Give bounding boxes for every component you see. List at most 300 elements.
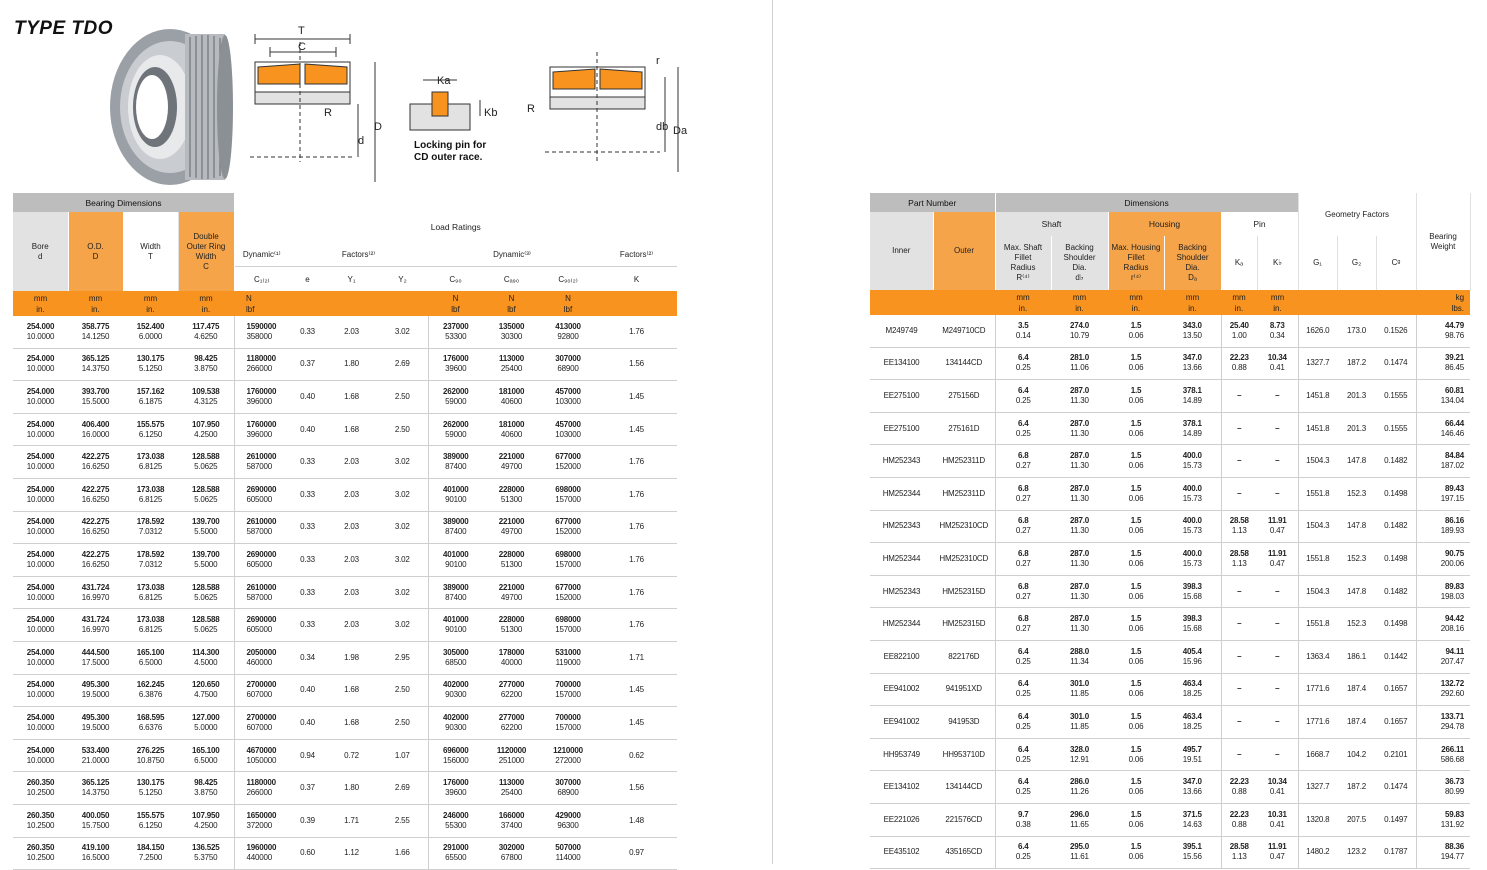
table-row xyxy=(870,771,1470,804)
cell-rr: 1.5 0.06 xyxy=(1108,510,1164,543)
cell-g2: 173.0 xyxy=(1337,315,1376,347)
cell-bore: 254.000 10.0000 xyxy=(13,446,68,479)
col-kb: K♭ xyxy=(1257,236,1298,290)
cell-outer: HM252311D xyxy=(933,445,995,478)
cell-ka: – xyxy=(1221,412,1257,445)
cell-k: 1.76 xyxy=(596,478,677,511)
cell-rr: 1.5 0.06 xyxy=(1108,380,1164,413)
cell-ca90: 277000 62200 xyxy=(483,674,540,707)
cell-e: 0.33 xyxy=(289,544,326,577)
part-number-table xyxy=(870,193,1471,869)
cell-c: 117.475 4.6250 xyxy=(178,316,234,348)
cell-od: 422.275 16.6250 xyxy=(68,478,123,511)
sub-factors-1: Factors⁽²⁾ xyxy=(289,242,428,267)
cell-c1: 2700000 607000 xyxy=(234,707,289,740)
cell-outer: 941951XD xyxy=(933,673,995,706)
cell-db: 301.0 11.85 xyxy=(1051,706,1108,739)
cell-cg: 0.1555 xyxy=(1376,412,1416,445)
cell-c902: 698000 157000 xyxy=(540,478,596,511)
cell-y1: 2.03 xyxy=(326,446,377,479)
cell-kb: 10.34 0.41 xyxy=(1257,771,1298,804)
cell-cg: 0.1482 xyxy=(1376,575,1416,608)
label-d-bore: d xyxy=(358,135,365,147)
col-bore: Bore d xyxy=(13,212,68,291)
col-backing-shoulder-housing: Backing Shoulder Dia. Dₐ xyxy=(1164,236,1221,290)
table-row xyxy=(13,609,677,642)
unit-c902: N lbf xyxy=(540,291,596,316)
sym-k: K xyxy=(633,274,640,284)
cell-cg: 0.1787 xyxy=(1376,836,1416,869)
cell-rr: 1.5 0.06 xyxy=(1108,673,1164,706)
group-part-number: Part Number xyxy=(870,193,995,212)
cell-kb: – xyxy=(1257,738,1298,771)
sub-dynamic-1: Dynamic⁽¹⁾ xyxy=(234,242,289,267)
cell-c902: 698000 157000 xyxy=(540,544,596,577)
cell-cg: 0.1657 xyxy=(1376,706,1416,739)
cell-outer: 134144CD xyxy=(933,347,995,380)
cell-bore: 254.000 10.0000 xyxy=(13,609,68,642)
cell-ca90: 178000 40000 xyxy=(483,641,540,674)
group-bearing-dimensions: Bearing Dimensions xyxy=(13,193,234,212)
cell-db: 287.0 11.30 xyxy=(1051,575,1108,608)
cell-g1: 1327.7 xyxy=(1298,771,1337,804)
cell-w: 168.595 6.6376 xyxy=(123,707,178,740)
cell-bore: 254.000 10.0000 xyxy=(13,348,68,381)
label-d-outer: D xyxy=(374,121,382,133)
cell-c: 107.950 4.2500 xyxy=(178,804,234,837)
cell-r: 6.4 0.25 xyxy=(995,836,1051,869)
cell-g1: 1504.3 xyxy=(1298,575,1337,608)
cell-od: 365.125 14.3750 xyxy=(68,772,123,805)
cell-g2: 207.5 xyxy=(1337,803,1376,836)
cell-y1: 2.03 xyxy=(326,576,377,609)
cell-da: 378.1 14.89 xyxy=(1164,412,1221,445)
cell-rr: 1.5 0.06 xyxy=(1108,477,1164,510)
unit-ca90: N lbf xyxy=(483,291,540,316)
unit-c1: N lbf xyxy=(234,291,289,316)
cell-ca90: 135000 30300 xyxy=(483,316,540,348)
cell-y1: 1.68 xyxy=(326,674,377,707)
cell-od: 419.100 16.5000 xyxy=(68,837,123,870)
cell-da: 463.4 18.25 xyxy=(1164,673,1221,706)
cell-kb: – xyxy=(1257,380,1298,413)
cell-r: 6.4 0.25 xyxy=(995,738,1051,771)
label-t: T xyxy=(298,25,305,37)
cell-kb: – xyxy=(1257,412,1298,445)
cell-bore: 254.000 10.0000 xyxy=(13,413,68,446)
cell-c90: 262000 59000 xyxy=(428,381,483,414)
cell-e: 0.37 xyxy=(289,772,326,805)
load-ratings-table xyxy=(13,193,677,870)
group-geometry: Geometry Factors xyxy=(1298,193,1416,236)
cell-rr: 1.5 0.06 xyxy=(1108,347,1164,380)
caption-line-1: Locking pin for xyxy=(414,140,487,151)
cell-kb: – xyxy=(1257,608,1298,641)
cell-c90: 176000 39600 xyxy=(428,348,483,381)
cell-y2: 2.50 xyxy=(377,707,428,740)
cell-w: 155.575 6.1250 xyxy=(123,413,178,446)
cell-w: 155.575 6.1250 xyxy=(123,804,178,837)
cell-e: 0.40 xyxy=(289,413,326,446)
cell-c: 128.588 5.0625 xyxy=(178,478,234,511)
cell-g2: 201.3 xyxy=(1337,412,1376,445)
cell-rr: 1.5 0.06 xyxy=(1108,706,1164,739)
cell-c: 98.425 3.8750 xyxy=(178,772,234,805)
cell-od: 406.400 16.0000 xyxy=(68,413,123,446)
col-g2: G₂ xyxy=(1337,236,1376,290)
cell-r: 6.4 0.25 xyxy=(995,673,1051,706)
cell-bore: 254.000 10.0000 xyxy=(13,478,68,511)
cell-wt: 266.11 586.68 xyxy=(1416,738,1470,771)
cell-c1: 2700000 607000 xyxy=(234,674,289,707)
sym-y2: Y₂ xyxy=(398,274,407,284)
label-db: db xyxy=(656,121,669,133)
cell-kb: 11.91 0.47 xyxy=(1257,836,1298,869)
cell-r: 6.4 0.25 xyxy=(995,380,1051,413)
cell-c1: 2610000 587000 xyxy=(234,576,289,609)
cell-c90: 305000 68500 xyxy=(428,641,483,674)
cell-c90: 246000 55300 xyxy=(428,804,483,837)
cell-da: 347.0 13.66 xyxy=(1164,347,1221,380)
cell-c902: 1210000 272000 xyxy=(540,739,596,772)
cell-k: 1.76 xyxy=(596,609,677,642)
cell-kb: 10.31 0.41 xyxy=(1257,803,1298,836)
unit-c90: N lbf xyxy=(428,291,483,316)
cell-g2: 187.4 xyxy=(1337,706,1376,739)
cell-wt: 133.71 294.78 xyxy=(1416,706,1470,739)
units-row-right xyxy=(870,290,1470,315)
cell-wt: 89.83 198.03 xyxy=(1416,575,1470,608)
cell-c1: 2690000 605000 xyxy=(234,478,289,511)
cell-k: 1.76 xyxy=(596,544,677,577)
cell-ca90: 221000 49700 xyxy=(483,576,540,609)
table-row xyxy=(13,576,677,609)
cell-c902: 698000 157000 xyxy=(540,609,596,642)
cell-db: 274.0 10.79 xyxy=(1051,315,1108,347)
col-max-shaft-fillet: Max. Shaft Fillet Radius R⁽⁴⁾ xyxy=(995,236,1051,290)
cell-cg: 0.1497 xyxy=(1376,803,1416,836)
cell-inner: EE134100 xyxy=(870,347,933,380)
cell-g1: 1551.8 xyxy=(1298,543,1337,576)
cell-c902: 457000 103000 xyxy=(540,381,596,414)
cell-wt: 39.21 86.45 xyxy=(1416,347,1470,380)
cell-c902: 700000 157000 xyxy=(540,674,596,707)
cell-wt: 94.11 207.47 xyxy=(1416,640,1470,673)
cell-ka: – xyxy=(1221,673,1257,706)
table-row xyxy=(870,347,1470,380)
cell-bore: 254.000 10.0000 xyxy=(13,316,68,348)
sub-housing: Housing xyxy=(1108,212,1221,236)
cell-r: 6.4 0.25 xyxy=(995,640,1051,673)
cell-c902: 413000 92800 xyxy=(540,316,596,348)
cell-c90: 237000 53300 xyxy=(428,316,483,348)
cell-c1: 2690000 605000 xyxy=(234,544,289,577)
cell-g2: 152.3 xyxy=(1337,477,1376,510)
cell-c: 128.588 5.0625 xyxy=(178,576,234,609)
cell-inner: EE941002 xyxy=(870,706,933,739)
cell-ka: – xyxy=(1221,706,1257,739)
cell-k: 1.76 xyxy=(596,576,677,609)
label-r: R xyxy=(324,107,332,119)
cell-outer: HH953710D xyxy=(933,738,995,771)
cell-c90: 401000 90100 xyxy=(428,544,483,577)
cell-kb: 10.34 0.41 xyxy=(1257,347,1298,380)
cell-y2: 3.02 xyxy=(377,511,428,544)
unit-od: mm in. xyxy=(68,291,123,316)
cell-g2: 187.2 xyxy=(1337,771,1376,804)
table-row xyxy=(870,477,1470,510)
cell-k: 1.45 xyxy=(596,674,677,707)
cell-c902: 677000 152000 xyxy=(540,576,596,609)
cell-y2: 3.02 xyxy=(377,576,428,609)
group-dimensions: Dimensions xyxy=(995,193,1298,212)
cell-w: 173.038 6.8125 xyxy=(123,609,178,642)
cell-wt: 132.72 292.60 xyxy=(1416,673,1470,706)
table-row xyxy=(13,739,677,772)
cell-ca90: 181000 40600 xyxy=(483,413,540,446)
cell-w: 178.592 7.0312 xyxy=(123,511,178,544)
cell-da: 400.0 15.73 xyxy=(1164,445,1221,478)
page-title: TYPE TDO xyxy=(14,18,114,39)
cell-c: 114.300 4.5000 xyxy=(178,641,234,674)
cell-k: 1.76 xyxy=(596,511,677,544)
cell-da: 400.0 15.73 xyxy=(1164,477,1221,510)
cell-c: 127.000 5.0000 xyxy=(178,707,234,740)
right-page xyxy=(773,0,1487,864)
group-load-ratings: Load Ratings xyxy=(234,212,677,242)
cell-e: 0.39 xyxy=(289,804,326,837)
cell-inner: EE822100 xyxy=(870,640,933,673)
table-row xyxy=(870,315,1470,347)
col-inner: Inner xyxy=(870,212,933,290)
cell-k: 1.56 xyxy=(596,348,677,381)
cell-od: 422.275 16.6250 xyxy=(68,544,123,577)
cell-r: 6.8 0.27 xyxy=(995,477,1051,510)
table-row xyxy=(13,511,677,544)
cell-da: 400.0 15.73 xyxy=(1164,543,1221,576)
cell-rr: 1.5 0.06 xyxy=(1108,640,1164,673)
label-c: C xyxy=(298,41,306,53)
cell-wt: 44.79 98.76 xyxy=(1416,315,1470,347)
cell-ca90: 166000 37400 xyxy=(483,804,540,837)
cell-bore: 254.000 10.0000 xyxy=(13,739,68,772)
cell-c: 109.538 4.3125 xyxy=(178,381,234,414)
cell-c902: 429000 96300 xyxy=(540,804,596,837)
cell-w: 130.175 5.1250 xyxy=(123,772,178,805)
sym-ca90: Cₐ₉₀ xyxy=(503,274,520,284)
cell-e: 0.33 xyxy=(289,609,326,642)
cell-outer: 221576CD xyxy=(933,803,995,836)
cell-ca90: 181000 40600 xyxy=(483,381,540,414)
cell-r: 6.4 0.25 xyxy=(995,347,1051,380)
cell-g2: 147.8 xyxy=(1337,510,1376,543)
cell-ca90: 228000 51300 xyxy=(483,609,540,642)
cell-bore: 260.350 10.2500 xyxy=(13,772,68,805)
cell-inner: HM252344 xyxy=(870,477,933,510)
cell-y1: 1.80 xyxy=(326,772,377,805)
cell-g2: 123.2 xyxy=(1337,836,1376,869)
cell-c90: 401000 90100 xyxy=(428,609,483,642)
cell-db: 287.0 11.30 xyxy=(1051,477,1108,510)
cell-c902: 507000 114000 xyxy=(540,837,596,870)
cell-c: 98.425 3.8750 xyxy=(178,348,234,381)
cell-da: 378.1 14.89 xyxy=(1164,380,1221,413)
cell-od: 495.300 19.5000 xyxy=(68,674,123,707)
cell-y1: 1.98 xyxy=(326,641,377,674)
cell-da: 400.0 15.73 xyxy=(1164,510,1221,543)
section-diagram-3 xyxy=(545,52,678,172)
table-row xyxy=(13,544,677,577)
cell-ka: – xyxy=(1221,575,1257,608)
sub-shaft: Shaft xyxy=(995,212,1108,236)
cell-y1: 1.68 xyxy=(326,707,377,740)
cell-inner: EE275100 xyxy=(870,412,933,445)
cell-da: 347.0 13.66 xyxy=(1164,771,1221,804)
cell-y1: 2.03 xyxy=(326,609,377,642)
cell-c90: 389000 87400 xyxy=(428,576,483,609)
cell-bore: 254.000 10.0000 xyxy=(13,544,68,577)
cell-w: 152.400 6.0000 xyxy=(123,316,178,348)
cell-outer: 275161D xyxy=(933,412,995,445)
cell-kb: 11.91 0.47 xyxy=(1257,510,1298,543)
cell-ca90: 228000 51300 xyxy=(483,544,540,577)
unit-da: mm in. xyxy=(1164,290,1221,315)
unit-weight: kg lbs. xyxy=(1416,290,1470,315)
cell-bore: 254.000 10.0000 xyxy=(13,511,68,544)
cell-k: 1.56 xyxy=(596,772,677,805)
cell-da: 495.7 19.51 xyxy=(1164,738,1221,771)
cell-r: 6.8 0.27 xyxy=(995,543,1051,576)
cell-outer: HM252310CD xyxy=(933,510,995,543)
cell-g1: 1504.3 xyxy=(1298,510,1337,543)
cell-c90: 291000 65500 xyxy=(428,837,483,870)
col-backing-shoulder-shaft: Backing Shoulder Dia. d♭ xyxy=(1051,236,1108,290)
cell-db: 287.0 11.30 xyxy=(1051,608,1108,641)
cell-c90: 389000 87400 xyxy=(428,446,483,479)
col-cg: Cᵍ xyxy=(1376,236,1416,290)
diagram-caption xyxy=(414,140,486,164)
cell-g1: 1771.6 xyxy=(1298,706,1337,739)
cell-k: 1.45 xyxy=(596,413,677,446)
cell-y2: 2.69 xyxy=(377,772,428,805)
section-diagram-2 xyxy=(410,80,480,130)
cell-g1: 1771.6 xyxy=(1298,673,1337,706)
table-row xyxy=(870,640,1470,673)
cell-bore: 254.000 10.0000 xyxy=(13,707,68,740)
sym-e: e xyxy=(305,274,310,284)
cell-inner: EE221026 xyxy=(870,803,933,836)
cell-g1: 1551.8 xyxy=(1298,477,1337,510)
cell-ca90: 113000 25400 xyxy=(483,772,540,805)
cell-k: 1.45 xyxy=(596,707,677,740)
cell-inner: HH953749 xyxy=(870,738,933,771)
cell-c: 136.525 5.3750 xyxy=(178,837,234,870)
group-bearing-weight: Bearing Weight xyxy=(1416,193,1470,290)
cell-c902: 307000 68900 xyxy=(540,348,596,381)
cell-w: 276.225 10.8750 xyxy=(123,739,178,772)
cell-y1: 2.03 xyxy=(326,316,377,348)
table-row xyxy=(13,446,677,479)
cell-cg: 0.1442 xyxy=(1376,640,1416,673)
table-row xyxy=(13,772,677,805)
cell-c1: 2050000 460000 xyxy=(234,641,289,674)
cell-y2: 3.02 xyxy=(377,316,428,348)
cell-cg: 0.1498 xyxy=(1376,543,1416,576)
unit-ka: mm in. xyxy=(1221,290,1257,315)
table-row xyxy=(870,412,1470,445)
cell-od: 400.050 15.7500 xyxy=(68,804,123,837)
cell-c90: 401000 90100 xyxy=(428,478,483,511)
cell-ca90: 221000 49700 xyxy=(483,511,540,544)
cell-w: 130.175 5.1250 xyxy=(123,348,178,381)
cell-db: 295.0 11.61 xyxy=(1051,836,1108,869)
label-kb: Kb xyxy=(484,107,498,119)
cell-kb: 8.73 0.34 xyxy=(1257,315,1298,347)
cell-g1: 1363.4 xyxy=(1298,640,1337,673)
table-row xyxy=(13,413,677,446)
cell-e: 0.34 xyxy=(289,641,326,674)
cell-wt: 94.42 208.16 xyxy=(1416,608,1470,641)
cell-e: 0.37 xyxy=(289,348,326,381)
cell-db: 287.0 11.30 xyxy=(1051,380,1108,413)
cell-ca90: 277000 62200 xyxy=(483,707,540,740)
cell-ka: – xyxy=(1221,640,1257,673)
cell-y1: 1.68 xyxy=(326,381,377,414)
cell-w: 184.150 7.2500 xyxy=(123,837,178,870)
cell-g1: 1451.8 xyxy=(1298,412,1337,445)
cell-inner: EE134102 xyxy=(870,771,933,804)
cell-db: 296.0 11.65 xyxy=(1051,803,1108,836)
cell-bore: 254.000 10.0000 xyxy=(13,641,68,674)
cell-c: 139.700 5.5000 xyxy=(178,544,234,577)
cell-y1: 1.68 xyxy=(326,413,377,446)
cell-e: 0.33 xyxy=(289,576,326,609)
table-row xyxy=(13,707,677,740)
cell-e: 0.33 xyxy=(289,316,326,348)
cell-c90: 402000 90300 xyxy=(428,707,483,740)
caption-line-2: CD outer race. xyxy=(414,152,483,163)
cell-rr: 1.5 0.06 xyxy=(1108,803,1164,836)
cell-cg: 0.1526 xyxy=(1376,315,1416,347)
cell-r: 6.4 0.25 xyxy=(995,706,1051,739)
cell-e: 0.33 xyxy=(289,511,326,544)
cell-c1: 1650000 372000 xyxy=(234,804,289,837)
cell-g2: 147.8 xyxy=(1337,445,1376,478)
cell-c90: 696000 156000 xyxy=(428,739,483,772)
table-row xyxy=(870,738,1470,771)
cell-y2: 1.07 xyxy=(377,739,428,772)
cell-c90: 402000 90300 xyxy=(428,674,483,707)
cell-y2: 2.55 xyxy=(377,804,428,837)
cell-g1: 1668.7 xyxy=(1298,738,1337,771)
cell-r: 3.5 0.14 xyxy=(995,315,1051,347)
sym-c1: C₁₍₂₎ xyxy=(254,274,270,284)
table-row xyxy=(13,316,677,348)
cell-bore: 260.350 10.2500 xyxy=(13,837,68,870)
cell-y2: 2.50 xyxy=(377,674,428,707)
cell-ka: 22.23 0.88 xyxy=(1221,771,1257,804)
cell-cg: 0.1482 xyxy=(1376,510,1416,543)
cell-inner: HM252343 xyxy=(870,575,933,608)
unit-dow: mm in. xyxy=(178,291,234,316)
cell-inner: EE435102 xyxy=(870,836,933,869)
cell-k: 1.48 xyxy=(596,804,677,837)
cell-w: 173.038 6.8125 xyxy=(123,576,178,609)
cell-od: 431.724 16.9970 xyxy=(68,576,123,609)
cell-cg: 0.1474 xyxy=(1376,771,1416,804)
col-max-housing-fillet: Max. Housing Fillet Radius r⁽⁴⁾ xyxy=(1108,236,1164,290)
unit-kb: mm in. xyxy=(1257,290,1298,315)
